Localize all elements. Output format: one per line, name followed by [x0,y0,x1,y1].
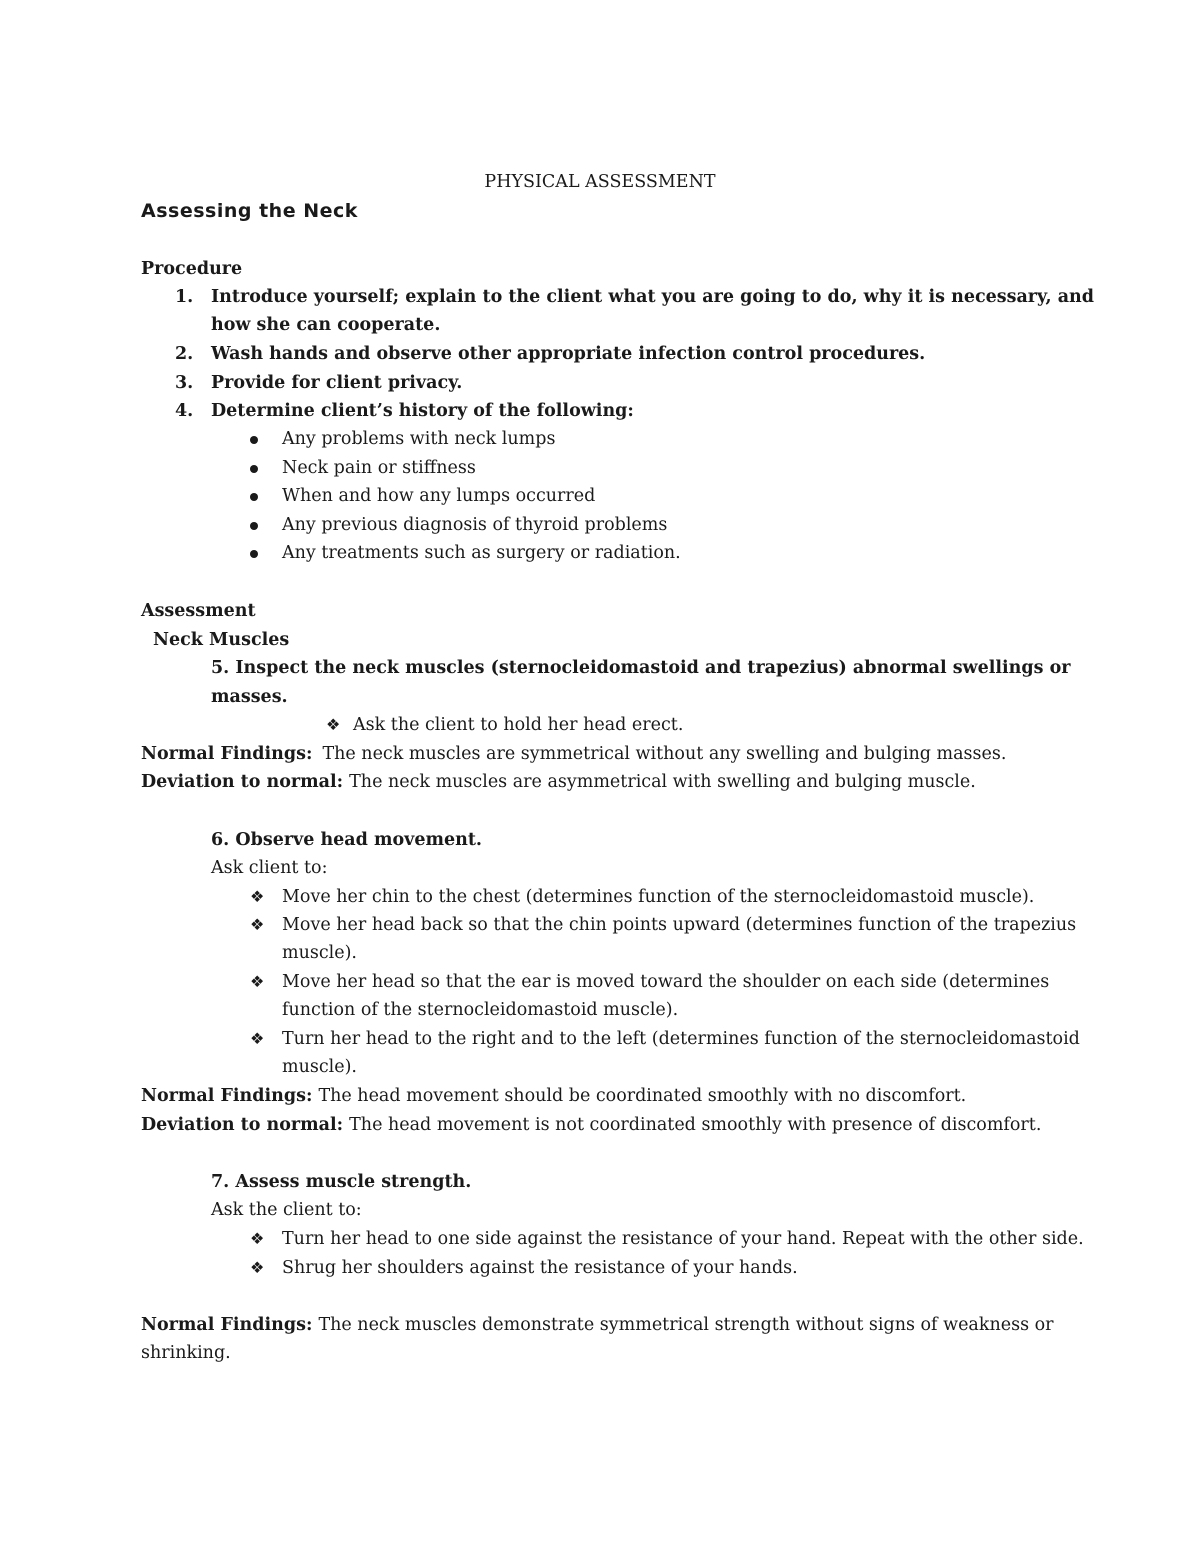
deviation-label: Deviation to normal: [141,772,344,792]
step-text: Determine client’s history of the following: [211,401,634,421]
step-text: 5. Inspect the neck muscles (sternocleidomastoid and trapezius) abnormal swellings or [211,658,1071,678]
bullet-icon [250,550,258,558]
normal-findings [141,1311,1054,1339]
diamond-bullet-icon: ❖ [250,1229,265,1248]
list-item: Shrug her shoulders against the resistance of your hands. [282,1258,798,1278]
step-number: 1. [175,287,194,307]
step-text: Provide for client privacy. [211,373,463,393]
diamond-bullet-icon: ❖ [250,972,265,991]
list-item: Any previous diagnosis of thyroid problems [282,515,668,535]
bullet-icon [250,522,258,530]
list-item: function of the sternocleidomastoid muscle). [282,1000,679,1020]
normal-findings [141,740,1006,768]
step-number: 2. [175,344,194,364]
step-number: 3. [175,373,194,393]
normal-findings-label: Normal Findings: [141,744,313,764]
list-item: Turn her head to one side against the resistance of your hand. Repeat with the other side. [282,1229,1084,1249]
deviation-findings [141,1111,1041,1139]
normal-findings-text: The neck muscles demonstrate symmetrical strength without signs of weakness or [318,1315,1054,1335]
list-item: Any problems with neck lumps [282,429,556,449]
normal-findings-text: shrinking. [141,1343,231,1363]
procedure-label: Procedure [141,259,243,279]
step-text: Introduce yourself; explain to the client what you are going to do, why it is necessary, and [211,287,1094,307]
diamond-bullet-icon: ❖ [250,887,265,906]
step-text: 7. Assess muscle strength. [211,1172,472,1192]
step-number: 4. [175,401,194,421]
bullet-icon [250,493,258,501]
document-title: PHYSICAL ASSESSMENT [484,172,716,192]
list-item: Ask the client to hold her head erect. [353,715,684,735]
diamond-bullet-icon: ❖ [250,1258,265,1277]
normal-findings-label: Normal Findings: [141,1086,313,1106]
deviation-label: Deviation to normal: [141,1115,344,1135]
bullet-icon [250,465,258,473]
list-item: Turn her head to the right and to the left (determines function of the sternocleidomastoid [282,1029,1080,1049]
list-item: Move her chin to the chest (determines function of the sternocleidomastoid muscle). [282,887,1035,907]
bullet-icon [250,436,258,444]
list-item: Neck pain or stiffness [282,458,476,478]
list-item: muscle). [282,1057,357,1077]
normal-findings [141,1082,966,1110]
deviation-text: The head movement is not coordinated smoothly with presence of discomfort. [349,1115,1042,1135]
assessment-label: Assessment [141,601,256,621]
diamond-bullet-icon: ❖ [326,715,341,734]
list-item: Any treatments such as surgery or radiation. [282,543,681,563]
step-text: Wash hands and observe other appropriate infection control procedures. [211,344,926,364]
step-text: 6. Observe head movement. [211,830,483,850]
deviation-text: The neck muscles are asymmetrical with swelling and bulging muscle. [349,772,976,792]
list-item: Move her head so that the ear is moved toward the shoulder on each side (determines [282,972,1050,992]
instruction-text: Ask the client to: [211,1200,362,1220]
list-item: muscle). [282,943,357,963]
instruction-text: Ask client to: [211,858,328,878]
diamond-bullet-icon: ❖ [250,1029,265,1048]
section-heading: Assessing the Neck [141,200,358,222]
normal-findings-text: The neck muscles are symmetrical without any swelling and bulging masses. [322,744,1007,764]
list-item: When and how any lumps occurred [282,486,596,506]
subsection-label: Neck Muscles [153,630,290,650]
normal-findings-label: Normal Findings: [141,1315,313,1335]
step-text: masses. [211,687,288,707]
normal-findings-text: The head movement should be coordinated smoothly with no discomfort. [318,1086,967,1106]
step-text: how she can cooperate. [211,315,441,335]
diamond-bullet-icon: ❖ [250,915,265,934]
deviation-findings [141,768,976,796]
list-item: Move her head back so that the chin points upward (determines function of the trapezius [282,915,1077,935]
